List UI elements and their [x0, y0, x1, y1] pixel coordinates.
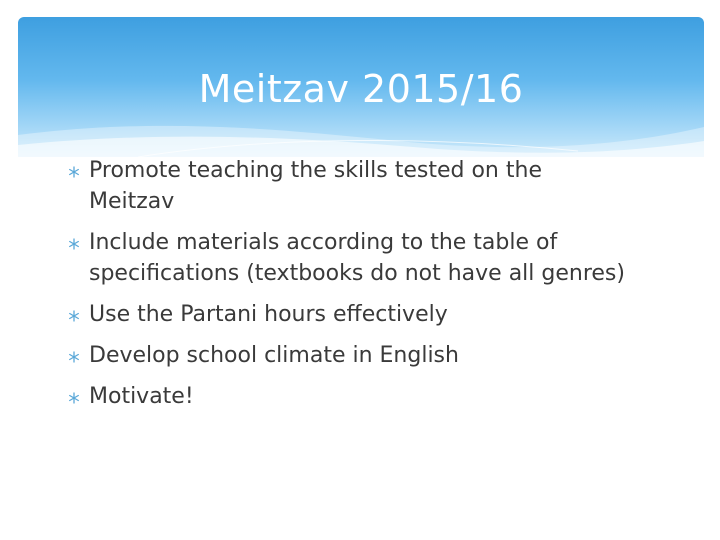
bullet-text: Promote teaching the skills tested on the Meitzav [89, 158, 542, 214]
title-banner [18, 17, 704, 157]
bullet-text: Motivate! [89, 384, 194, 409]
slide-title: Meitzav 2015/16 [198, 67, 524, 111]
bullet-item [68, 155, 628, 217]
asterisk-bullet-icon [68, 310, 80, 322]
bullet-item [68, 381, 628, 412]
asterisk-bullet-icon [68, 351, 80, 363]
bullet-text: Develop school climate in English [89, 343, 459, 368]
bullet-item [68, 340, 628, 371]
bullet-item [68, 227, 628, 289]
bullet-item [68, 299, 628, 330]
asterisk-bullet-icon [68, 392, 80, 404]
asterisk-bullet-icon [68, 166, 80, 178]
bullet-text: Include materials according to the table of specifications (textbooks do not have all genres) [89, 230, 625, 286]
bullet-text: Use the Partani hours effectively [89, 302, 448, 327]
asterisk-bullet-icon [68, 238, 80, 250]
bullet-list [68, 155, 628, 422]
